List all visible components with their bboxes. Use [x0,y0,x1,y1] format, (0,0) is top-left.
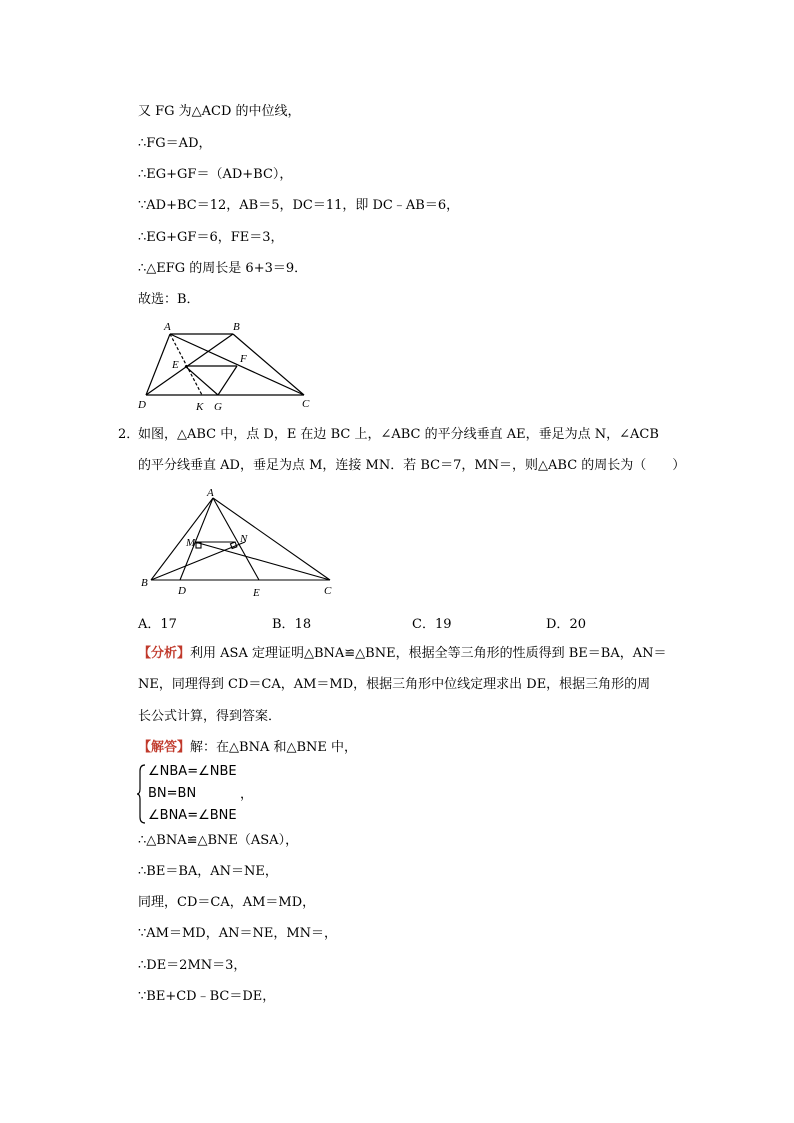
solution-line: ∴DE＝2MN＝3， [138,958,247,973]
text-line: 故选：B． [138,292,200,307]
analysis-text: 利用 ASA 定理证明△BNA≌△BNE，根据全等三角形的性质得到 BE＝BA，AN＝ [190,646,667,661]
brace-row: ∠NBA=∠NBE [148,764,237,779]
label-c: C [302,398,310,410]
text-line: 又 FG 为△ACD 的中位线， [138,104,301,119]
question-text: 的平分线垂直 AD，垂足为点 M，连接 MN．若 BC＝7，MN＝，则△ABC 的周长为（ ） [138,458,686,473]
label-d: D [138,399,146,411]
label-b2: B [141,577,148,589]
solution-line: ∴△BNA≌△BNE（ASA）， [138,833,299,848]
choice-d [546,613,586,632]
choice-key: B． [272,617,295,632]
label-a: A [164,321,171,333]
solution-line: ∵BE+CD﹣BC＝DE， [138,989,276,1004]
label-n: N [240,533,248,545]
solution-line: ∵AM＝MD，AN＝NE，MN＝， [138,926,338,941]
analysis-line: 长公式计算，得到答案． [138,709,282,724]
brace-comma: ， [240,787,254,802]
choice-key: A． [138,617,161,632]
text-line: ∵AD+BC＝12，AB＝5，DC＝11，即 DC﹣AB＝6， [138,198,460,213]
choice-a [138,613,177,632]
text-line: ∴FG＝AD， [138,136,212,151]
label-m: M [186,537,196,549]
question-number: 2． [118,427,140,442]
choice-b [272,613,311,632]
solution-text: 解：在△BNA 和△BNE 中， [190,740,358,755]
solution-line: ∴BE＝BA，AN＝NE， [138,864,278,879]
choice-key: C． [412,617,435,632]
label-e2: E [253,587,260,599]
choice-key: D． [546,617,570,632]
analysis-line: NE，同理得到 CD＝CA，AM＝MD，根据三角形中位线定理求出 DE，根据三角形的周 [138,677,651,692]
choice-value: 17 [160,617,177,632]
text-line: ∴△EFG 的周长是 6+3＝9． [138,261,308,276]
solution-tag: 【解答】 [138,740,191,755]
triangle-figure [138,486,338,601]
solution-line [138,740,357,756]
label-c2: C [324,585,332,597]
choice-value: 18 [294,617,312,632]
label-g: G [214,401,222,413]
choice-c [412,613,452,632]
solution-line: 同理，CD＝CA，AM＝MD， [138,895,316,910]
label-b: B [233,321,240,333]
choice-value: 20 [569,617,586,632]
label-a2: A [207,487,214,499]
label-k: K [196,401,204,413]
analysis-line [138,646,666,662]
trapezoid-figure [130,316,330,416]
text-line: ∴EG+GF＝（AD+BC）， [138,167,293,182]
choice-value: 19 [434,617,452,632]
question-text: 如图，△ABC 中，点 D，E 在边 BC 上，∠ABC 的平分线垂直 AE，垂足为点 N，∠ACB [138,427,659,442]
brace [137,763,147,825]
analysis-tag: 【分析】 [138,646,191,661]
text-line: ∴EG+GF＝6，FE＝3， [138,230,284,245]
brace-row: ∠BNA=∠BNE [148,808,237,823]
brace-row: BN=BN [148,786,197,801]
label-f: F [240,353,247,365]
label-e: E [172,359,179,371]
label-d2: D [178,585,186,597]
